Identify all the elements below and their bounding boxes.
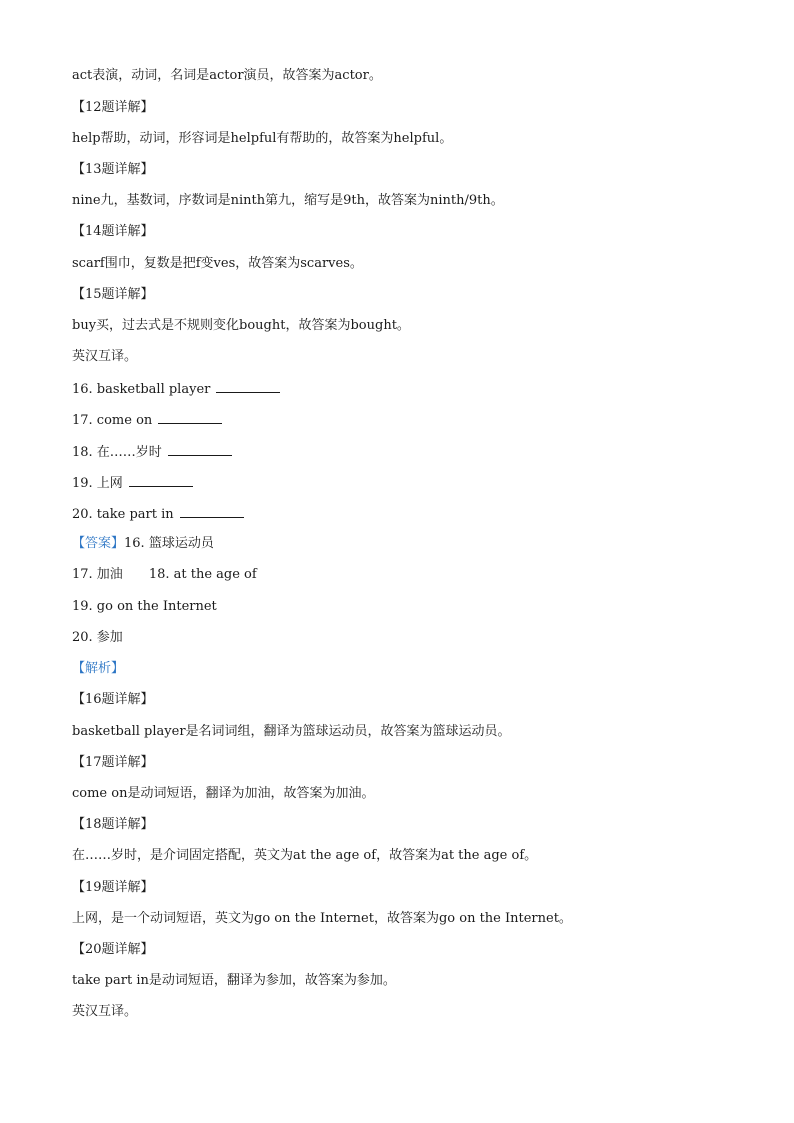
answer-line-17-18 [72,567,257,583]
answer-blank [158,411,222,424]
heading-14: 【14题详解】 [72,224,154,239]
analysis-tag: 【解析】 [72,661,125,676]
question-18 [72,443,232,461]
answer-blank [168,443,232,456]
explanation-18: 在……岁时，是介词固定搭配，英文为at the age of，故答案为at the age of。 [72,848,538,863]
answer-16: 16. 篮球运动员 [124,536,214,551]
answer-tag: 【答案】 [72,536,125,551]
heading-15: 【15题详解】 [72,287,154,302]
explanation-20: take part in是动词短语，翻译为参加，故答案为参加。 [72,973,396,988]
heading-13: 【13题详解】 [72,162,154,177]
heading-12: 【12题详解】 [72,100,154,115]
question-text: 18. 在……岁时 [72,445,162,460]
question-20 [72,505,244,523]
question-text: 19. 上网 [72,476,123,491]
answer-19: 19. go on the Internet [72,599,217,614]
footer-section-title: 英汉互译。 [72,1004,138,1019]
answer-line-16 [72,536,214,552]
heading-19: 【19题详解】 [72,880,154,895]
question-19 [72,474,193,492]
explanation-14: scarf围巾，复数是把f变ves，故答案为scarves。 [72,256,363,271]
explanation-16: basketball player是名词词组，翻译为篮球运动员，故答案为篮球运动员。 [72,724,511,739]
answer-17: 17. 加油 [72,567,123,582]
answer-blank [180,505,244,518]
answer-20: 20. 参加 [72,630,123,645]
question-text: 17. come on [72,413,153,428]
explanation-13: nine九，基数词，序数词是ninth第九，缩写是9th，故答案为ninth/9th。 [72,193,504,208]
answer-blank [216,380,280,393]
explanation-15: buy买，过去式是不规则变化bought，故答案为bought。 [72,318,410,333]
question-16 [72,380,280,398]
question-17 [72,411,222,429]
explanation-11: act表演，动词，名词是actor演员，故答案为actor。 [72,68,382,83]
heading-17: 【17题详解】 [72,755,154,770]
explanation-17: come on是动词短语，翻译为加油，故答案为加油。 [72,786,375,801]
section-title: 英汉互译。 [72,349,138,364]
question-text: 16. basketball player [72,382,211,397]
answer-18: 18. at the age of [148,567,257,582]
explanation-12: help帮助，动词，形容词是helpful有帮助的，故答案为helpful。 [72,131,453,146]
heading-20: 【20题详解】 [72,942,154,957]
question-text: 20. take part in [72,507,174,522]
answer-blank [129,474,193,487]
heading-16: 【16题详解】 [72,692,154,707]
explanation-19: 上网，是一个动词短语，英文为go on the Internet，故答案为go on the Internet。 [72,911,572,926]
heading-18: 【18题详解】 [72,817,154,832]
